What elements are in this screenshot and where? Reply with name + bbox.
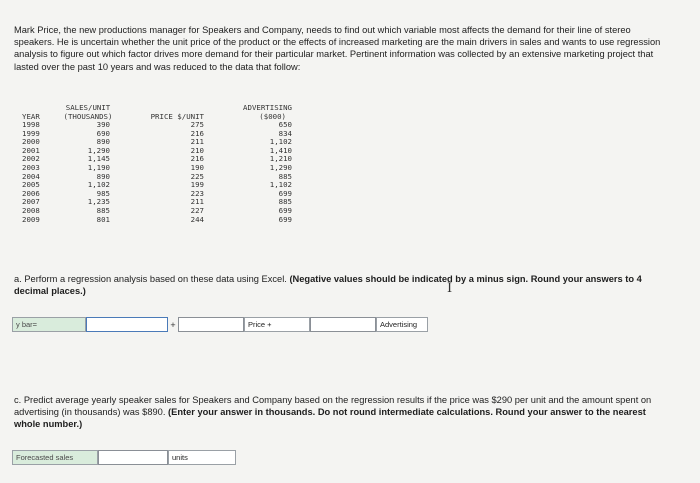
cell-year: 2001 (22, 145, 40, 155)
cell-advertising: 699 (278, 214, 292, 224)
cell-advertising: 699 (278, 205, 292, 215)
table-row (22, 147, 292, 156)
cell-advertising: 1,102 (269, 180, 292, 190)
cell-year: 2009 (22, 214, 40, 224)
ybar-label: y bar= (12, 317, 86, 332)
col-year: YEAR (22, 112, 40, 121)
col-price: PRICE $/UNIT (150, 112, 204, 121)
cell-advertising: 1,210 (269, 154, 292, 164)
table-row (22, 173, 292, 182)
cell-advertising: 650 (278, 120, 292, 129)
cell-sales: 1,102 (87, 180, 110, 190)
cell-sales: 885 (96, 205, 110, 215)
intercept-input[interactable] (86, 317, 168, 332)
cell-advertising: 885 (278, 171, 292, 181)
table-row (22, 181, 292, 190)
plus-sign: + (170, 319, 176, 330)
price-label: Price + (244, 317, 310, 332)
cell-sales: 890 (96, 137, 110, 147)
cell-price: 216 (190, 154, 204, 164)
table-row (22, 216, 292, 225)
cell-year: 1998 (22, 120, 40, 129)
forecast-label: Forecasted sales (12, 450, 98, 465)
cell-price: 244 (190, 214, 204, 224)
cell-year: 2008 (22, 205, 40, 215)
text-cursor-icon: I (447, 281, 453, 296)
cell-advertising: 834 (278, 128, 292, 138)
cell-price: 210 (190, 145, 204, 155)
question-a: a. Perform a regression analysis based on these data using Excel. (Negative values should be indicated by a minus sign. Round your answers to 4 decimal places.) (14, 274, 642, 296)
regression-equation (12, 316, 428, 333)
data-table (22, 103, 292, 224)
problem-intro: Mark Price, the new productions manager for Speakers and Company, needs to find out which variable most affects the demand for their line of stereo speakers. He is uncertain whether the unit price of the product or the effects of increased marketing are the main drivers in sales and wants to use regression analysis to figure out which factor drives more demand for their particular market. Pertinent information was collected by an extensive marketing project that lasted over the past 10 years and was reduced to the data that follow: (14, 25, 661, 72)
price-coefficient-input[interactable] (178, 317, 244, 332)
table-row (22, 207, 292, 216)
cell-year: 2007 (22, 197, 40, 207)
cell-price: 227 (190, 205, 204, 215)
cell-sales: 1,145 (87, 154, 110, 164)
cell-sales: 985 (96, 188, 110, 198)
cell-price: 199 (190, 180, 204, 190)
cell-year: 2004 (22, 171, 40, 181)
cell-advertising: 885 (278, 197, 292, 207)
forecast-input[interactable] (98, 450, 168, 465)
table-row (22, 198, 292, 207)
cell-sales: 390 (96, 120, 110, 129)
cell-price: 223 (190, 188, 204, 198)
table-row (22, 138, 292, 147)
col-advertising: ADVERTISING ($000) (243, 103, 292, 121)
cell-year: 1999 (22, 128, 40, 138)
cell-price: 211 (190, 197, 204, 207)
cell-price: 225 (190, 171, 204, 181)
table-row (22, 155, 292, 164)
cell-year: 2006 (22, 188, 40, 198)
cell-year: 2003 (22, 162, 40, 172)
cell-price: 211 (190, 137, 204, 147)
cell-advertising: 1,290 (269, 162, 292, 172)
cell-price: 275 (190, 120, 204, 129)
table-row (22, 121, 292, 130)
cell-sales: 801 (96, 214, 110, 224)
question-c: c. Predict average yearly speaker sales for Speakers and Company based on the regression results if the price was $290 per unit and the amount spent on advertising (in thousands) was $890. (Enter your answer in thousands. Do not round intermediate calculations. Round your answer to the nearest whole number.) (14, 395, 652, 429)
table-row (22, 190, 292, 199)
cell-price: 190 (190, 162, 204, 172)
advertising-label: Advertising (376, 317, 428, 332)
cell-sales: 1,290 (87, 145, 110, 155)
cell-advertising: 1,410 (269, 145, 292, 155)
cell-price: 216 (190, 128, 204, 138)
cell-year: 2002 (22, 154, 40, 164)
cell-sales: 1,190 (87, 162, 110, 172)
cell-sales: 1,235 (87, 197, 110, 207)
forecast-row (12, 449, 236, 466)
col-sales: SALES/UNIT (THOUSANDS) (63, 103, 113, 121)
advertising-coefficient-input[interactable] (310, 317, 376, 332)
cell-year: 2005 (22, 180, 40, 190)
table-row (22, 164, 292, 173)
cell-sales: 690 (96, 128, 110, 138)
units-label: units (168, 450, 236, 465)
cell-advertising: 699 (278, 188, 292, 198)
cell-advertising: 1,102 (269, 137, 292, 147)
cell-sales: 890 (96, 171, 110, 181)
table-row (22, 130, 292, 139)
cell-year: 2000 (22, 137, 40, 147)
